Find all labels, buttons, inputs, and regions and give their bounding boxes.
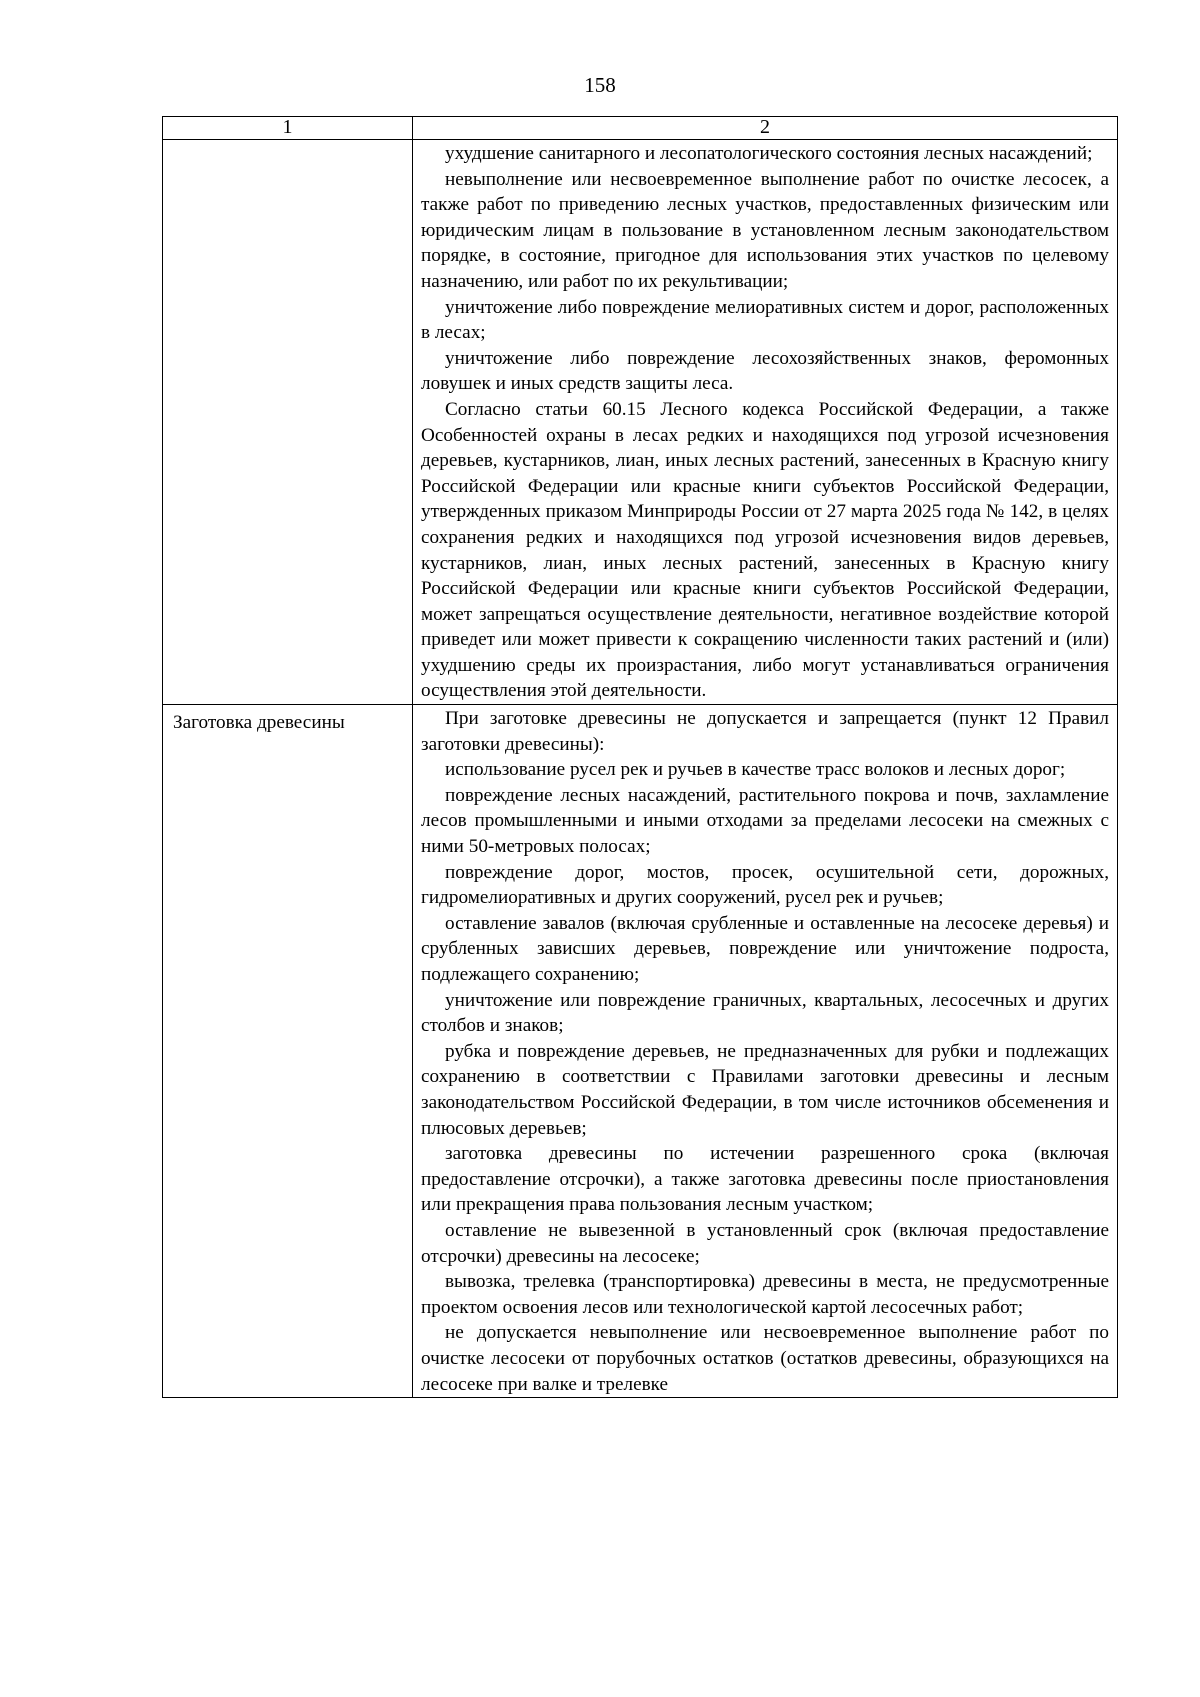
paragraph: рубка и повреждение деревьев, не предназначенных для рубки и подлежащих сохранению в соответствии с Правилами заготовки древесины и лесным законодательством Российской Федерации, в том числе источников обсеменения и плюсовых деревьев; xyxy=(421,1040,1109,1139)
row-label xyxy=(163,140,413,705)
paragraph: ухудшение санитарного и лесопатологического состояния лесных насаждений; xyxy=(445,143,1093,164)
paragraph: невыполнение или несвоевременное выполнение работ по очистке лесосек, а также работ по приведению лесных участков, предоставленных физическим или юридическим лицам в пользование в установленном лесным законодательством порядке, в состояние, пригодное для использования этих участков по целевому назначению, или работ по их рекультивации; xyxy=(421,168,1109,292)
paragraph: повреждение лесных насаждений, растительного покрова и почв, захламление лесов промышленными и иными отходами за пределами лесосеки на смежных с ними 50-метровых полосах; xyxy=(421,784,1109,858)
column-header-1: 1 xyxy=(163,117,413,140)
row-content xyxy=(413,705,1118,1398)
paragraph: не допускается невыполнение или несвоевременное выполнение работ по очистке лесосеки от порубочных остатков (остатков древесины, образующихся на лесосеке при валке и трелевке xyxy=(421,1322,1109,1395)
column-header-2: 2 xyxy=(413,117,1118,140)
paragraph: уничтожение либо повреждение лесохозяйственных знаков, феромонных ловушек и иных средств защиты леса. xyxy=(421,347,1109,395)
paragraph: оставление не вывезенной в установленный срок (включая предоставление отсрочки) древесины на лесосеке; xyxy=(421,1219,1109,1267)
row-content xyxy=(413,140,1118,705)
paragraph: уничтожение либо повреждение мелиоративных систем и дорог, расположенных в лесах; xyxy=(421,296,1109,344)
table-header-row xyxy=(163,117,1118,140)
table-row xyxy=(163,705,1118,1398)
page-number: 158 xyxy=(584,73,616,97)
paragraph: При заготовке древесины не допускается и запрещается (пункт 12 Правил заготовки древесины): xyxy=(421,708,1109,755)
paragraph: заготовка древесины по истечении разрешенного срока (включая предоставление отсрочки), а также заготовка древесины после приостановления или прекращения права пользования лесным участком; xyxy=(421,1143,1109,1216)
paragraph: вывозка, трелевка (транспортировка) древесины в места, не предусмотренные проектом освоения лесов или технологической картой лесосечных работ; xyxy=(421,1271,1109,1318)
paragraph: Согласно статьи 60.15 Лесного кодекса Российской Федерации, а также Особенностей охраны в лесах редких и находящихся под угрозой исчезновения деревьев, кустарников, лиан, иных лесных растений, занесенных в Красную книгу Российской Федерации или красные книги субъектов Российской Федерации, утвержденных приказом Минприроды России от 27 марта 2025 года № 142, в целях сохранения редких и находящихся под угрозой исчезновения видов деревьев, кустарников, лиан, иных лесных растений, занесенных в Красную книгу Российской Федерации или красные книги субъектов Российской Федерации, может запрещаться осуществление деятельности, негативное воздействие которой приведет или может привести к сокращению численности таких растений и (или) ухудшению среды их произрастания, либо могут устанавливаться ограничения осуществления этой деятельности. xyxy=(421,398,1109,702)
document-table xyxy=(162,116,1118,1398)
paragraph: повреждение дорог, мостов, просек, осушительной сети, дорожных, гидромелиоративных и других сооружений, русел рек и ручьев; xyxy=(421,861,1109,909)
paragraph: оставление завалов (включая срубленные и оставленные на лесосеке деревья) и срубленных зависших деревьев, повреждение или уничтожение подроста, подлежащего сохранению; xyxy=(421,912,1109,985)
paragraph: использование русел рек и ручьев в качестве трасс волоков и лесных дорог; xyxy=(445,759,1066,781)
table-row xyxy=(163,140,1118,705)
row-label: Заготовка древесины xyxy=(163,705,413,1398)
paragraph: уничтожение или повреждение граничных, квартальных, лесосечных и других столбов и знаков; xyxy=(421,989,1109,1037)
